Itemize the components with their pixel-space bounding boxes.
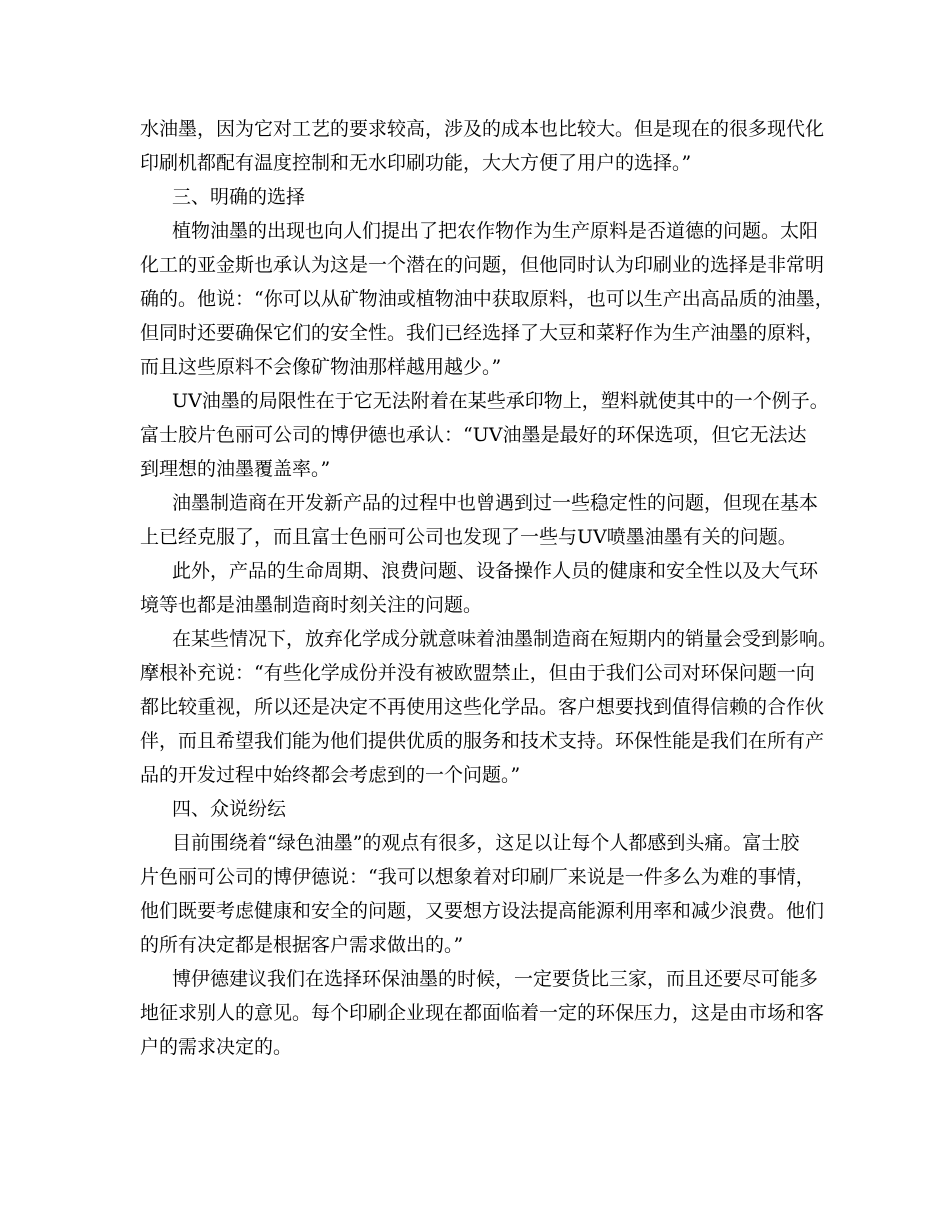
text-line: 他们既要考虑健康和安全的问题，又要想方设法提高能源利用率和减少浪费。他们 [140,900,825,922]
text-line: 三、明确的选择 [172,186,306,208]
text-line: 摩根补充说：“有些化学成份并没有被欧盟禁止，但由于我们公司对环保问题一向 [140,662,815,684]
text-line: 在某些情况下，放弃化学成分就意味着油墨制造商在短期内的销量会受到影响。 [172,628,838,650]
text-line: 户的需求决定的。 [140,1036,293,1058]
text-line: 四、众说纷纭 [172,798,287,820]
text-line: 伴，而且希望我们能为他们提供优质的服务和技术支持。环保性能是我们在所有产 [140,730,825,752]
text-line: UV油墨的局限性在于它无法附着在某些承印物上，塑料就使其中的一个例子。 [172,390,829,412]
text-line: 植物油墨的出现也向人们提出了把农作物作为生产原料是否道德的问题。太阳 [172,220,819,242]
text-line: 的所有决定都是根据客户需求做出的。” [140,934,464,956]
text-line: 化工的亚金斯也承认为这是一个潜在的问题，但他同时认为印刷业的选择是非常明 [140,254,825,276]
text-line: 印刷机都配有温度控制和无水印刷功能，大大方便了用户的选择。” [140,152,692,174]
text-line: 富士胶片色丽可公司的博伊德也承认：“UV油墨是最好的环保选项，但它无法达 [140,424,807,446]
text-line: 水油墨，因为它对工艺的要求较高，涉及的成本也比较大。但是现在的很多现代化 [140,118,825,140]
text-line: 品的开发过程中始终都会考虑到的一个问题。” [140,764,521,786]
text-line: 博伊德建议我们在选择环保油墨的时候，一定要货比三家，而且还要尽可能多 [172,968,819,990]
document-page [140,112,838,1064]
text-line: 目前围绕着“绿色油墨”的观点有很多，这足以让每个人都感到头痛。富士胶 [172,832,800,854]
text-line: 地征求别人的意见。每个印刷企业现在都面临着一定的环保压力，这是由市场和客 [140,1002,825,1024]
text-line: 而且这些原料不会像矿物油那样越用越少。” [140,356,502,378]
text-line: 片色丽可公司的博伊德说：“我可以想象着对印刷厂来说是一件多么为难的事情， [140,866,815,888]
document-body [140,112,838,1064]
text-line: 确的。他说：“你可以从矿物油或植物油中获取原料，也可以生产出高品质的油墨， [140,288,834,310]
text-line: 上已经克服了，而且富士色丽可公司也发现了一些与UV喷墨油墨有关的问题。 [140,526,797,548]
text-line: 但同时还要确保它们的安全性。我们已经选择了大豆和菜籽作为生产油墨的原料， [140,322,825,344]
text-line: 到理想的油墨覆盖率。” [140,458,331,480]
text-line: 油墨制造商在开发新产品的过程中也曾遇到过一些稳定性的问题，但现在基本 [172,492,819,514]
text-line: 此外，产品的生命周期、浪费问题、设备操作人员的健康和安全性以及大气环 [172,560,819,582]
text-line: 都比较重视，所以还是决定不再使用这些化学品。客户想要找到值得信赖的合作伙 [140,696,825,718]
text-line: 境等也都是油墨制造商时刻关注的问题。 [140,594,483,616]
